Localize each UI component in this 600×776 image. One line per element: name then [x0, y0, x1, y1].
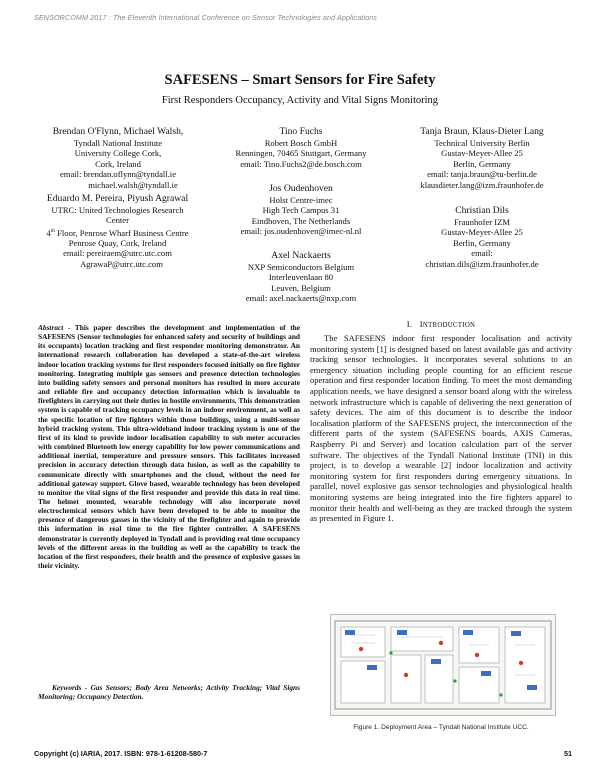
- affiliation-line: Cork, Ireland: [95, 158, 141, 169]
- email-line: email: axel.nackaerts@nxp.com: [245, 293, 357, 304]
- author-names: Tino Fuchs: [279, 126, 323, 137]
- email-line: michael.walsh@tyndall.ie: [88, 179, 178, 190]
- introduction-text: The SAFESENS indoor first responder localisation and activity monitoring system [1] is designed based on latest available gas and activity tracking sensor technologies. It incorporates several solutions to an emergency situation including people counting for an efficient rescue operation and first responder location finding. To meet the most demanding application needs, we have designed a sensor board along with the wireless network infrastructure which is capable of delivering the next generation of safety devices. The aim of this document is to describe the indoor localisation platform of the SAFESENS project, the interconnection of the different parts of the system (SAFESENS boards, AXIS Cameras, Raspberry Pi and Server) and location calculation part of the server software. The objectives of the Tyndall National Institute (TNI) in this project, is to develop a wearable [2] indoor localization and activity monitoring system for first responders during emergency situations. In parallel, novel explosive gas sensor technologies and physiological health monitoring systems are being integrated into the fire fighters apparel to monitor their health and well-being as they are tracked through the system as presented in Figure 1.: [310, 333, 572, 524]
- author-block-nxp: [216, 250, 386, 304]
- email-line: AgrawaP@utrc.utc.com: [80, 258, 163, 269]
- author-names: Eduardo M. Pereira, Piyush Agrawal: [46, 193, 189, 204]
- affiliation-line: Robert Bosch GmbH: [264, 138, 338, 148]
- affiliation-line: Eindhoven, The Netherlands: [251, 215, 351, 226]
- affiliation-line: [45, 226, 190, 238]
- author-block-bosch: [216, 126, 386, 169]
- keywords: Keywords - Gas Sensors; Body Area Networks; Activity Tracking; Vital Signs Monitoring; Occupancy Detection.: [38, 683, 300, 702]
- affiliation-line: Penrose Quay, Cork, Ireland: [68, 238, 167, 249]
- abstract: [38, 323, 300, 570]
- author-names: Axel Nackaerts: [271, 250, 331, 261]
- affiliation-line: Berlin, Germany: [453, 158, 511, 169]
- author-block-tuberlin: [392, 126, 572, 190]
- email-line: email: Tino.Fuchs2@de.bosch.com: [240, 158, 362, 169]
- floor-rest: Floor, Penrose Wharf Business Centre: [54, 227, 189, 238]
- affiliation-line: NXP Semiconductors Belgium: [247, 262, 355, 272]
- floor-superscript: th: [50, 227, 55, 234]
- author-block-utrc: [45, 193, 190, 269]
- section-number: I.: [406, 319, 413, 329]
- affiliation-line: Leuven, Belgium: [271, 282, 331, 293]
- affiliation-line: Gustav-Meyer-Allee 25: [441, 227, 523, 238]
- author-block-tyndall: [30, 126, 206, 190]
- affiliation-line: High Tech Campus 31: [262, 205, 340, 216]
- affiliation-line: Tyndall National Institute: [73, 138, 163, 148]
- affiliation-line: Interleuvenlaan 80: [268, 272, 334, 283]
- section-title-rest: NTRODUCTION: [422, 322, 476, 329]
- email-line: email: tanja.braun@tu-berlin.de: [427, 169, 537, 180]
- figure-caption: Figure 1. Deployment Area – Tyndall National Institute UCC.: [353, 724, 529, 731]
- author-names: Jos Oudenhoven: [269, 183, 333, 194]
- author-block-holst: [216, 183, 386, 237]
- running-header: SENSORCOMM 2017 : The Eleventh International Conference on Sensor Technologies and Applications: [34, 13, 377, 22]
- figure-floor-plan: [330, 614, 556, 716]
- email-line: email:: [471, 248, 493, 259]
- affiliation-line: University College Cork,: [74, 148, 162, 159]
- floor-plan-image: [331, 615, 555, 715]
- email-line: christian.dils@izm.fraunhofer.de: [425, 258, 539, 269]
- email-line: email: jos.oudenhoven@imec-nl.nl: [240, 226, 362, 237]
- abstract-text: - This paper describes the development and implementation of the SAFESENS (Sensor technologies for enhanced safety and security of buildings and its occupants) location tracking and first responder monitoring demonstrator. An international research collaboration has developed a state-of-the-art wireless indoor location tracking systems for first responders focused initially on fire fighter monitoring. Integrating multiple gas sensors and presence detection technologies into building safety sensors and personal monitors has resulted in more accurate and reliable fire and occupancy detection information which is invaluable to firefighters in carrying out their duties in hostile environments. This demonstration system is capable of tracking occupancy levels in an indoor environment, as well as the specific location of fire fighters within those buildings, using a multi-sensor hybrid tracking system. This ultra-wideband indoor tracking system is one of the first of its kind to provide indoor localisation capability to sub meter accuracies with combined Bluetooth low energy capability for low power communications and additional inertial, temperature and pressure sensors. This facilitates increased precision in accuracy detection through data fusion, as well as the capability to communicate directly with smartphones and the cloud, without the need for additional gateway support. Glove based, wearable technology has been developed to monitor the vital signs of the first responder and provide this data in real time. The helmet mounted, wearable technology will also incorporate novel electrochemical sensors which have been developed to be able to monitor the presence of dangerous gasses in the vicinity of the firefighter and again to provide this information in real time to the fire fighter controller. A SAFESENS demonstrator is currently deployed in Tyndall and is providing real time occupancy levels of the different areas in the building as well as the capability to track the location of the first responders, their health and the presence of explosive gasses in their vicinity.: [38, 323, 300, 571]
- author-block-izm: [392, 205, 572, 269]
- email-line: email: pereiraem@utrc.utc.com: [63, 248, 172, 259]
- page-number: 51: [564, 749, 572, 758]
- floor-number: 4: [46, 227, 51, 238]
- abstract-label: Abstract: [38, 323, 64, 332]
- email-line: email: brendan.oflynn@tyndall.ie: [59, 169, 177, 180]
- section-title-initial: I: [419, 319, 423, 329]
- affiliation-line: UTRC: United Technologies Research Center: [51, 205, 184, 226]
- paper-subtitle: First Responders Occupancy, Activity and Vital Signs Monitoring: [161, 95, 439, 106]
- affiliation-line: Technical University Berlin: [434, 138, 530, 148]
- copyright-footer: Copyright (c) IARIA, 2017. ISBN: 978-1-61208-580-7: [34, 749, 208, 758]
- author-names: Brendan O'Flynn, Michael Walsh,: [52, 126, 184, 137]
- author-names: Tanja Braun, Klaus-Dieter Lang: [420, 126, 544, 137]
- affiliation-line: Berlin, Germany: [453, 237, 511, 248]
- email-line: klausdieter.lang@izm.fraunhofer.de: [420, 179, 544, 190]
- author-names: Christian Dils: [455, 205, 509, 216]
- affiliation-line: Renningen, 70465 Stuttgart, Germany: [235, 148, 367, 159]
- affiliation-line: Gustav-Meyer-Allee 25: [441, 148, 523, 159]
- affiliation-line: Holst Centre-imec: [269, 195, 333, 205]
- section-heading: [310, 319, 572, 329]
- paper-title: SAFESENS – Smart Sensors for Fire Safety: [164, 72, 436, 88]
- affiliation-line: Fraunhofer IZM: [453, 217, 511, 227]
